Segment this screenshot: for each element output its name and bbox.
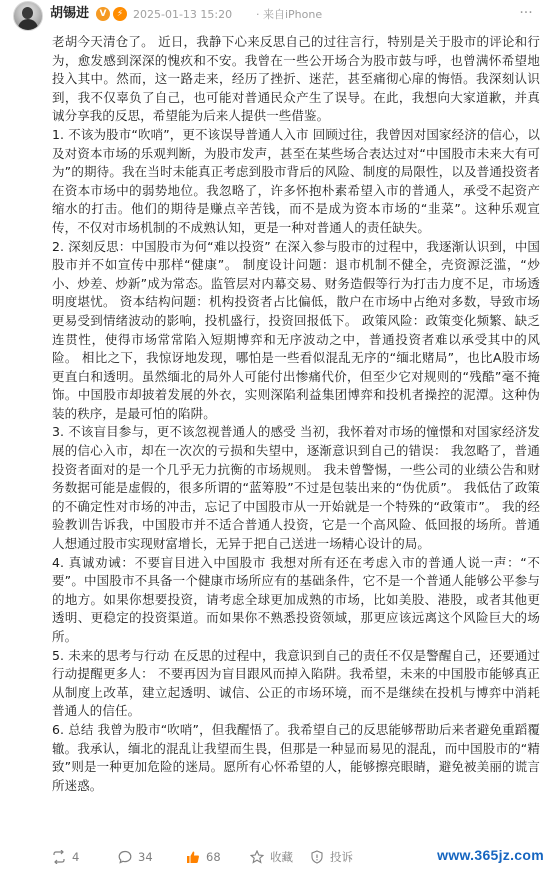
repost-button[interactable] xyxy=(52,846,79,868)
vip-badge-icon: V xyxy=(96,7,110,21)
post-paragraph-2: 2. 深刻反思：中国股市为何“难以投资” 在深入参与股市的过程中，我逐渐认识到，中国股市并不如宣传中那样“健康”。 制度设计问题：退市机制不健全，壳资源泛滥，“炒小、炒差、炒新”成为常态。监管层对内幕交易、财务造假等行为打击力度不足，市场透明度堪忧。 资本结构问题：机构投资者占比偏低，散户在市场中占绝对多数，导致市场更易受到情绪波动的影响，投机盛行，投资回报低下。 政策风险：政策变化频繁、缺乏连贯性，使得市场常常陷入短期博弈和无序波动之中，普通投资者难以承受其中的风险。 相比之下，我惊讶地发现，哪怕是一些看似混乱无序的“缅北赌局”，也比A股市场更直白和透明。虽然缅北的局外人可能付出惨痛代价，但至少它对规则的“残酷”毫不掩饰。中国股市却披着发展的外衣，实则深陷利益集团博弈和投机者操控的泥潭。这种伪装的秩序，是最可怕的陷阱。 xyxy=(52,238,540,421)
more-options-button[interactable]: ··· xyxy=(519,5,533,21)
avatar-body xyxy=(18,19,38,31)
post-paragraph-3: 3. 不该盲目参与，更不该忽视普通人的感受 当初，我怀着对市场的憧憬和对国家经济发展的信心入市，却在一次次的亏损和失望中，逐渐意识到自己的错误： 我忽略了，普通投资者面对的是一个几乎无力抗衡的市场规则。 我未曾警惕，一些公司的业绩公告和财务数据可能是虚假的，很多所谓的“蓝筹股”不过是包装出来的“伪优质”。 我低估了政策的不确定性对市场的冲击，忘记了中国股市从一开始就是一个特殊的“政策市”。 我的经验教训告诉我，中国股市并不适合普通人投资，它是一个高风险、低回报的场所。普通人想通过股市实现财富增长，无异于把自己送进一场精心设计的局。 xyxy=(52,424,540,552)
report-label: 投诉 xyxy=(330,850,353,864)
repost-icon xyxy=(52,850,66,864)
report-icon xyxy=(310,850,324,864)
favorite-button[interactable] xyxy=(250,846,293,868)
star-icon xyxy=(250,850,264,864)
post-paragraph-4: 4. 真诚劝诫：不要盲目进入中国股市 我想对所有还在考虑入市的普通人说一声：“不要”。中国股市不具备一个健康市场所应有的基础条件，它不是一个普通人能够公平参与的地方。如果你想要投资，请考虑全球更加成熟的市场，比如美股、港股，或者其他更透明、更稳定的投资渠道。而如果你不熟悉投资领域，那更应该远离这个风险巨大的场所。 xyxy=(52,554,540,644)
post-paragraph-intro: 老胡今天清仓了。 近日，我静下心来反思自己的过往言行，特别是关于股市的评论和行为，愈发感到深深的愧疚和不安。我曾在一些公开场合为股市鼓与呼，也曾满怀希望地投入其中。然而，这一路走来，经历了挫折、迷茫，甚至痛彻心扉的悔悟。我深刻认识到，我不仅辜负了自己，也可能对普通民众产生了误导。在此，我想向大家道歉，并真诚分享我的反思，希望能为后来人提供一些借鉴。 xyxy=(52,34,540,124)
thumbs-up-icon xyxy=(186,850,200,864)
report-button[interactable] xyxy=(310,846,353,868)
like-button[interactable] xyxy=(186,846,221,868)
like-count: 68 xyxy=(206,850,221,864)
username[interactable]: 胡锡进 xyxy=(50,6,90,21)
comment-button[interactable] xyxy=(118,846,153,868)
favorite-label: 收藏 xyxy=(270,850,293,864)
comment-count: 34 xyxy=(138,850,153,864)
post-body xyxy=(52,33,540,795)
comment-icon xyxy=(118,850,132,864)
site-watermark: www.365jz.com xyxy=(437,847,544,863)
post-paragraph-1: 1. 不该为股市“吹哨”，更不该误导普通人入市 回顾过往，我曾因对国家经济的信心，以及对资本市场的乐观判断，为股市发声，甚至在某些场合表达过对“中国股市未来大有可为”的期待。我在当时未能真正考虑到股市背后的风险、制度的局限性，以及普通投资者在资本市场中的弱势地位。我忽略了，许多怀抱朴素希望入市的普通人，承受不起资产缩水的打击。他们的期待是赚点辛苦钱，而不是成为资本市场的“韭菜”。这种乐观宣传，不仅对市场机制的不成熟认知，更是一种对普通人的责任缺失。 xyxy=(52,126,540,235)
avatar[interactable] xyxy=(13,1,43,31)
post-paragraph-5: 5. 未来的思考与行动 在反思的过程中，我意识到自己的责任不仅是警醒自己，还要通过行动提醒更多人： 不要再因为盲目跟风而掉入陷阱。我希望，未来的中国股市能够真正从制度上改革，建立起透明、诚信、公正的市场环境，而不是继续在投机与博弈中消耗普通人的信任。 xyxy=(52,647,540,719)
post-source: · 来自iPhone xyxy=(256,8,323,21)
post-timestamp: 2025-01-13 15:20 xyxy=(133,8,233,21)
repost-count: 4 xyxy=(72,850,80,864)
avatar-face xyxy=(22,7,33,19)
post-paragraph-6: 6. 总结 我曾为股市“吹哨”，但我醒悟了。我希望自己的反思能够帮助后来者避免重蹈覆辙。我承认，缅北的混乱让我望而生畏，但那是一种显而易见的混乱，而中国股市的“精致”则是一种更加危险的迷局。愿所有心怀希望的人，能够擦亮眼睛，避免被美丽的谎言所迷惑。 xyxy=(52,721,540,793)
post-header xyxy=(0,0,550,30)
level-badge-icon: ⚡ xyxy=(113,7,127,21)
